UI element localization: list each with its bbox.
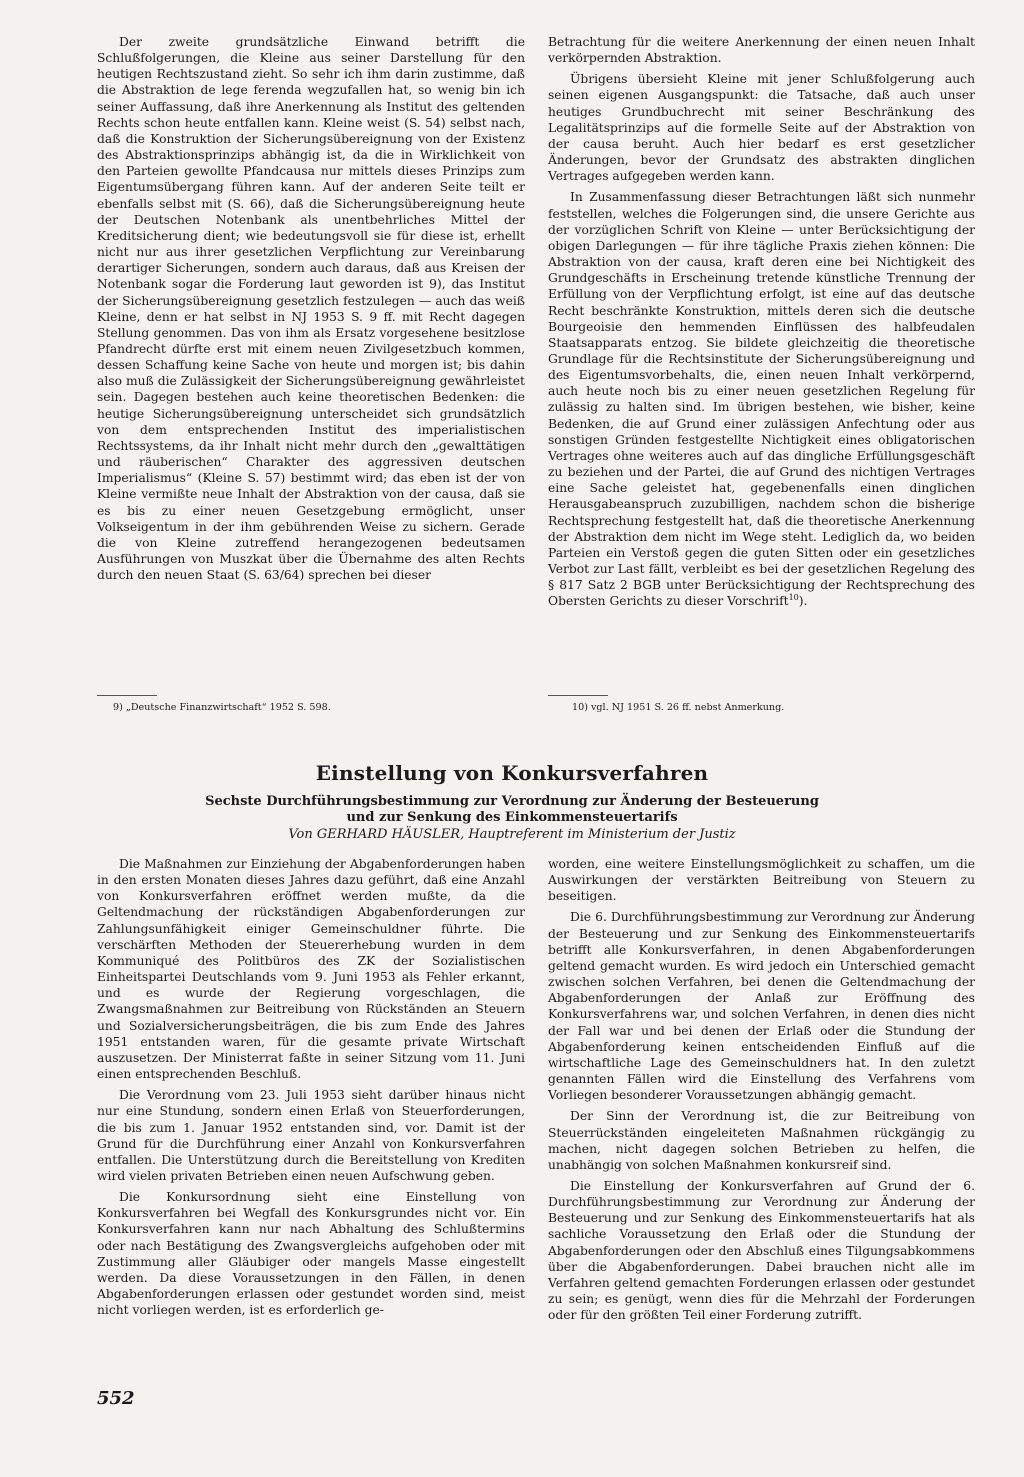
article-author: Von GERHARD HÄUSLER, Hauptreferent im Ministerium der Justiz [288, 827, 736, 842]
column-bottom-left [97, 856, 525, 1318]
footnote-marker: 10 [788, 593, 799, 603]
footnote-10: 10) vgl. NJ 1951 S. 26 ff. nebst Anmerkung. [572, 702, 785, 713]
paragraph: Der Sinn der Verordnung ist, die zur Beitreibung von Steuerrückständen eingeleiteten Maßnahmen rückgängig zu machen, nicht dagegen solchen Betrieben zu helfen, die unabhängig von solchen Maßnahmen konkursreif sind. [548, 1109, 975, 1172]
paragraph: Übrigens übersieht Kleine mit jener Schlußfolgerung auch seinen eigenen Ausgangspunkt: die Tatsache, daß auch unser heutiges Grundbuchrecht mit seiner Beschränkung des Legalitätsprinzips auf die formelle Seite auf der Abstraktion von der causa beruht. Auch hier bedarf es erst gesetzlicher Änderungen, bevor der Grundsatz des abstrakten dinglichen Vertrages aufgegeben werden kann. [548, 72, 975, 184]
paragraph: Der zweite grundsätzliche Einwand betrifft die Schlußfolgerungen, die Kleine aus seiner Darstellung für den heutigen Rechtszustand zieht. So sehr ich ihm darin zustimme, daß die Abstraktion de lege ferenda wegzufallen hat, so wenig bin ich seiner Auffassung, daß ihre Anerkennung als Institut des geltenden Rechts schon heute entfallen kann. Kleine weist (S. 54) selbst nach, daß die Konstruktion der Sicherungsübereignung von der Existenz des Abstraktionsprinzips abhängig ist, da die in Wirklichkeit von den Parteien gewollte Pfandcausa nur mittels dieses Prinzips zum Eigentumsübergang führen kann. Auf der anderen Seite teilt er ebenfalls selbst mit (S. 66), daß die Sicherungsübereignung heute der Deutschen Notenbank als unentbehrliches Mittel der Kreditsicherung dient; wie bedeutungsvoll sie für diese ist, erhellt nicht nur aus ihrer gesetzlichen Verpflichtung zur Vereinbarung derartiger Sicherungen, sondern auch daraus, daß aus Kreisen der Notenbank sogar die Forderung laut geworden ist 9), das Institut der Sicherungsübereignung gesetzlich festzulegen — auch das weiß Kleine, denn er hat selbst in NJ 1953 S. 9 ff. mit Recht dagegen Stellung genommen. Das von ihm als Ersatz vorgesehene besitzlose Pfandrecht dürfte erst mit einem neuen Zivilgesetzbuch kommen, dessen Schaffung keine Sache von heute und morgen ist; bis dahin also muß die Zulässigkeit der Sicherungsübereignung gewährleistet sein. Dagegen bestehen auch keine theoretischen Bedenken: die heutige Sicherungsübereignung unterscheidet sich grundsätzlich von dem entsprechenden Institut des imperialistischen Rechtssystems, da ihr Inhalt nicht mehr durch den „gewalttätigen und räuberischen“ Charakter des aggressiven deutschen Imperialismus“ (Kleine S. 57) bestimmt wird; das eben ist der von Kleine vermißte neue Inhalt der Abstraktion von der causa, daß sie es bis zu einer neuen Gesetzgebung ermöglicht, unser Volkseigentum in der ihm gebührenden Weise zu sichern. Gerade die von Kleine zutreffend herangezogenen bedeutsamen Ausführungen von Muszkat über die Übernahme des alten Rechts durch den neuen Staat (S. 63/64) sprechen bei dieser [97, 35, 525, 583]
footnote-divider [548, 695, 608, 696]
paragraph: Die Konkursordnung sieht eine Einstellung von Konkursverfahren bei Wegfall des Konkursgrundes nicht vor. Ein Konkursverfahren kann nur nach Abhaltung des Schlußtermins oder nach Bestätigung des Zwangsvergleichs aufgehoben oder mit Zustimmung aller Gläubiger oder mangels Masse eingestellt werden. Da diese Voraussetzungen in den Fällen, in denen Abgabenforderungen erlassen oder gestundet worden sind, meist nicht vorliegen werden, ist es erforderlich ge- [97, 1190, 525, 1318]
paragraph: worden, eine weitere Einstellungsmöglichkeit zu schaffen, um die Auswirkungen der verstärkten Beitreibung von Steuern zu beseitigen. [548, 857, 975, 904]
article-subtitle-line2: und zur Senkung des Einkommensteuertarifs [346, 810, 678, 825]
paragraph: Die Einstellung der Konkursverfahren auf Grund der 6. Durchführungsbestimmung zur Verordnung zur Änderung der Besteuerung und zur Senkung des Einkommensteuertarifs hat als sachliche Voraussetzung den Erlaß oder die Stundung der Abgabenforderungen oder den Abschluß eines Tilgungsabkommens über die Abgabenforderungen. Dabei brauchen nicht alle im Verfahren geltend gemachten Forderungen erlassen oder gestundet zu sein; es genügt, wenn dies für die Mehrzahl der Forderungen oder für den größten Teil einer Forderung zutrifft. [548, 1178, 975, 1323]
column-top-left [97, 34, 525, 583]
article-title: Einstellung von Konkursverfahren [315, 761, 709, 785]
paragraph: Die Verordnung vom 23. Juli 1953 sieht darüber hinaus nicht nur eine Stundung, sondern einen Erlaß von Steuerforderungen, die bis zum 1. Januar 1952 entstanden sind, vor. Damit ist der Grund für die Durchführung einer Anzahl von Konkursverfahren entfallen. Die Unterstützung durch die Bereitstellung von Krediten wird vielen privaten Betrieben einen neuen Aufschwung geben. [97, 1088, 525, 1183]
paragraph-text: In Zusammenfassung dieser Betrachtungen läßt sich nunmehr feststellen, welches die Folgerungen sind, die unsere Gerichte aus der vorzüglichen Schrift von Kleine — unter Berücksichtigung der obigen Darlegungen — für ihre tägliche Praxis ziehen können: Die Abstraktion von der causa, kraft deren eine bei Nichtigkeit des Grundgeschäfts in Erscheinung tretende künstliche Trennung der Erfüllung von der Verpflichtung erfolgt, ist eine auf das deutsche Recht beschränkte Konstruktion, mittels deren sich die deutsche Bourgeoisie den hemmenden Einflüssen des halbfeudalen Staatsapparats entzog. Sie bildete gleichzeitig die theoretische Grundlage für die Rechtsinstitute der Sicherungsübereignung und des Eigentumsvorbehalts, die, einen neuen Inhalt verkörpernd, auch heute noch bis zu einer neuen gesetzlichen Regelung für zulässig zu halten sind. Im übrigen bestehen, wie bisher, keine Bedenken, die auf Grund einer zulässigen Anfechtung oder aus sonstigen Gründen festgestellte Nichtigkeit eines obligatorischen Vertrages ohne weiteres auch auf das dingliche Erfüllungsgeschäft zu beziehen und der Partei, die auf Grund des nichtigen Vertrages eine Sache geleistet hat, gegebenenfalls einen dinglichen Herausgabeanspruch zuzubilligen, nachdem schon die bisherige Rechtsprechung festgestellt hat, daß die theoretische Anerkennung der Abstraktion dem nicht im Wege steht. Lediglich da, wo beiden Parteien ein Verstoß gegen die guten Sitten oder ein gesetzliches Verbot zur Last fällt, verbleibt es bei der gesetzlichen Regelung des § 817 Satz 2 BGB unter Berücksichtigung der Rechtsprechung des Obersten Gerichts zu dieser Vorschrift [548, 190, 975, 609]
column-top-right [548, 34, 975, 609]
paragraph: Die Maßnahmen zur Einziehung der Abgabenforderungen haben in den ersten Monaten dieses Jahres dazu geführt, daß eine Anzahl von Konkursverfahren eröffnet werden mußte, da die Geltendmachung der rückständigen Abgabenforderungen zur Zahlungsunfähigkeit einiger Gemeinschuldner führte. Die verschärften Methoden der Steuererhebung wurden in dem Kommuniqué des Politbüros des ZK der Sozialistischen Einheitspartei Deutschlands vom 9. Juni 1953 als Fehler erkannt, und es wurde der Regierung vorgeschlagen, die Zwangsmaßnahmen zur Beitreibung von Rückständen an Steuern und Sozialversicherungsbeiträgen, die bis zum Ende des Jahres 1951 entstanden waren, für die gesamte private Wirtschaft auszusetzen. Der Ministerrat faßte in seiner Sitzung vom 11. Juni einen entsprechenden Beschluß. [97, 857, 525, 1082]
footnote-divider [97, 695, 157, 696]
column-bottom-right [548, 856, 975, 1323]
paragraph: Betrachtung für die weitere Anerkennung der einen neuen Inhalt verkörpernden Abstraktion. [548, 35, 975, 66]
paragraph: Die 6. Durchführungsbestimmung zur Verordnung zur Änderung der Besteuerung und zur Senkung des Einkommensteuertarifs betrifft alle Konkursverfahren, in denen Abgabenforderungen geltend gemacht wurden. Es wird jedoch ein Unterschied gemacht zwischen solchen Verfahren, bei denen die Geltendmachung der Abgabenforderungen der Anlaß zur Eröffnung des Konkursverfahrens war, und solchen Verfahren, in denen dies nicht der Fall war und bei denen der Erlaß oder die Stundung der Abgabenforderung keinen entscheidenden Einfluß auf die wirtschaftliche Lage des Gemeinschuldners hat. In den zuletzt genannten Fällen wird die Einstellung des Verfahrens vom Vorliegen besonderer Voraussetzungen abhängig gemacht. [548, 910, 975, 1103]
article-subtitle-line1: Sechste Durchführungsbestimmung zur Verordnung zur Änderung der Besteuerung [205, 794, 819, 809]
footnote-9: 9) „Deutsche Finanzwirtschaft“ 1952 S. 598. [113, 702, 331, 713]
paragraph: In Zusammenfassung dieser Betrachtungen läßt sich nunmehr feststellen, welches die Folgerungen sind, die unsere Gerichte aus der vorzüglichen Schrift von Kleine — unter Berücksichtigung der obigen Darlegungen — für ihre tägliche Praxis ziehen können: Die Abstraktion von der causa, kraft deren eine bei Nichtigkeit des Grundgeschäfts in Erscheinung tretende künstliche Trennung der Erfüllung von der Verpflichtung erfolgt, ist eine auf das deutsche Recht beschränkte Konstruktion, mittels deren sich die deutsche Bourgeoisie den hemmenden Einflüssen des halbfeudalen Staatsapparats entzog. Sie bildete gleichzeitig die theoretische Grundlage für die Rechtsinstitute der Sicherungsübereignung und des Eigentumsvorbehalts, die, einen neuen Inhalt verkörpernd, auch heute noch bis zu einer neuen gesetzlichen Regelung für zulässig zu halten sind. Im übrigen bestehen, wie bisher, keine Bedenken, die auf Grund einer zulässigen Anfechtung oder aus sonstigen Gründen festgestellte Nichtigkeit eines obligatorischen Vertrages ohne weiteres auch auf das dingliche Erfüllungsgeschäft zu beziehen und der Partei, die auf Grund des nichtigen Vertrages eine Sache geleistet hat, gegebenenfalls einen dinglichen Herausgabeanspruch zuzubilligen, nachdem schon die bisherige Rechtsprechung festgestellt hat, daß die theoretische Anerkennung der Abstraktion dem nicht im Wege steht. Lediglich da, wo beiden Parteien ein Verstoß gegen die guten Sitten oder ein gesetzliches Verbot zur Last fällt, verbleibt es bei der gesetzlichen Regelung des § 817 Satz 2 BGB unter Berücksichtigung der Rechtsprechung des Obersten Gerichts zu dieser Vorschrift$^{10}$). [548, 190, 975, 609]
page-number: 552 [97, 1388, 135, 1409]
